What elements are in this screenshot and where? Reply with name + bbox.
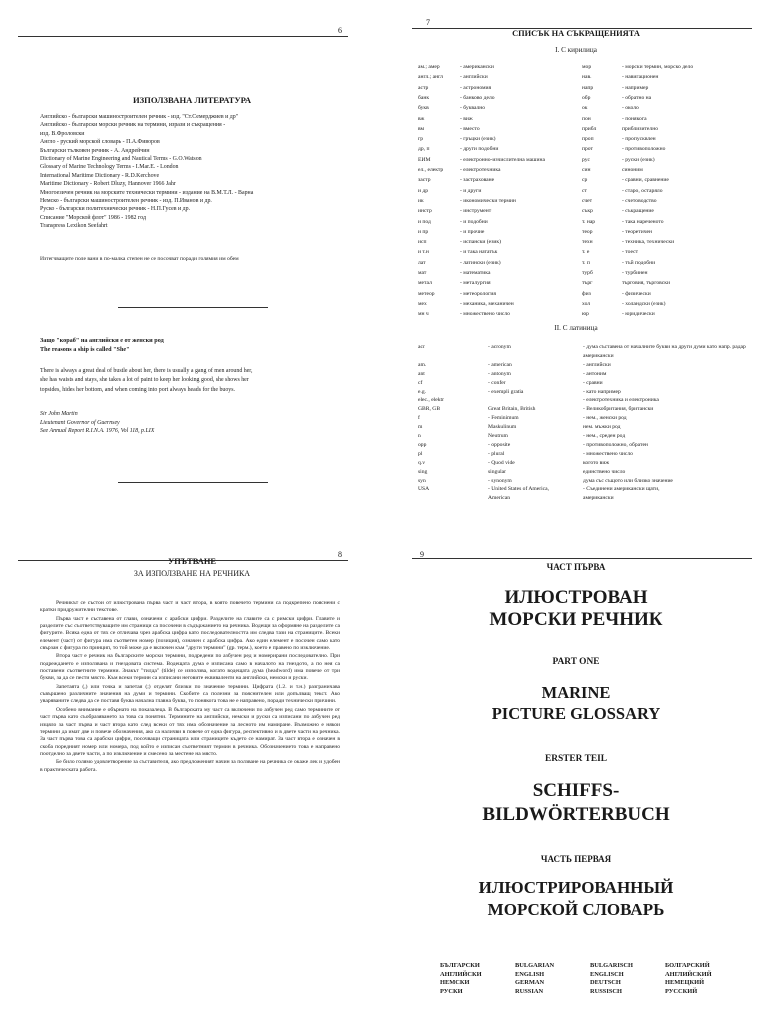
abbr-source: - opposite xyxy=(488,441,511,448)
part-label-bg: ЧАСТ ПЪРВА xyxy=(546,562,606,572)
page-title: ИЗПОЛЗВАНА ЛИТЕРАТУРА xyxy=(132,95,252,105)
language-name: НЕМЕЦКИЙ xyxy=(665,979,705,987)
abbr-term: счет xyxy=(582,197,593,204)
abbr-meaning: - дума съставена от началните букви на други думи като напр. радар xyxy=(583,344,746,350)
abbr-term: GBR, GB xyxy=(418,406,441,413)
abbr-meaning: - физически xyxy=(622,290,651,297)
abbr-row xyxy=(582,126,658,133)
abbr-source: - Quod vide xyxy=(488,459,515,466)
abbr-term: др, п xyxy=(418,146,430,153)
abbr-meaning: - руски (език) xyxy=(622,156,655,163)
abbr-row xyxy=(418,229,484,236)
abbr-meaning: единствено число xyxy=(583,468,626,475)
abbr-meaning: - морски термин, морско дело xyxy=(622,64,694,70)
abbr-meaning: когото виж xyxy=(583,459,610,466)
abbr-meaning: - застраховане xyxy=(460,177,495,184)
reference-item: Английско - български морски речник на термини, изрази и съкращения - xyxy=(40,122,226,129)
abbr-meaning: - счетоводство xyxy=(622,197,657,204)
abbr-row xyxy=(582,291,651,298)
abbr-term: прот xyxy=(582,146,593,153)
abbr-source: singular xyxy=(488,468,507,475)
page-subtitle: ЗА ИЗПОЛЗВАНЕ НА РЕЧНИКА xyxy=(133,569,251,578)
abbr-meaning: - антоним xyxy=(583,370,607,377)
signature-line: Sir John Martin xyxy=(40,411,78,417)
abbr-meaning: - старо, остаряло xyxy=(622,187,663,194)
abbr-meaning: - съкращение xyxy=(622,208,654,215)
reference-item: Списание "Морской флот" 1986 - 1982 год xyxy=(40,214,146,221)
language-column xyxy=(665,962,712,996)
abbr-term: прибл xyxy=(582,125,597,132)
abbr-meaning: - латински (език) xyxy=(460,259,501,266)
abbr-meaning: - Съединени американски щати, xyxy=(583,486,660,493)
reference-item: Български тълковен речник - А. Андрейчин xyxy=(40,147,150,154)
page-number: 8 xyxy=(338,550,342,559)
abbr-row xyxy=(418,380,758,387)
language-name: RUSSISCH xyxy=(590,987,622,995)
reference-item: Многоезичен речник на морските технически термини - издание на В.М.Т.Л. - Варна xyxy=(40,189,254,196)
abbr-term: ик xyxy=(418,197,424,204)
abbr-row xyxy=(418,198,516,205)
language-name: РУСКИ xyxy=(440,987,463,995)
abbr-term: elec., elektr xyxy=(418,397,444,404)
abbr-row xyxy=(582,229,652,236)
abbr-meaning: - електротехника и електроника xyxy=(583,397,659,404)
quote-line: topsides, hides her bottom, and when coming into port always heads for the buoys. xyxy=(40,386,236,393)
language-column xyxy=(440,962,482,996)
abbr-meaning: - холандски (език) xyxy=(622,300,666,307)
abbr-row xyxy=(582,239,674,246)
reference-item: Англо - руский морской словарь - П.А.Фиворов xyxy=(40,139,160,146)
abbr-term: метал xyxy=(418,280,432,287)
reference-item: International Maritime Dictionary - R.D.Kerchove xyxy=(40,172,160,179)
abbr-meaning: - теоретичен xyxy=(622,228,652,235)
abbr-row xyxy=(418,188,481,195)
abbr-term: m xyxy=(418,424,423,431)
abbr-term: т. е xyxy=(582,249,590,256)
abbr-row xyxy=(582,260,655,267)
abbr-row xyxy=(582,208,654,215)
abbr-term: физ xyxy=(582,290,591,297)
abbr-row xyxy=(582,64,693,71)
abbr-term: съкр xyxy=(582,208,593,215)
abbr-meaning: - например xyxy=(622,84,649,91)
reference-item: Dictionary of Marine Engineering and Nautical Terms - G.O.Watson xyxy=(40,156,202,162)
abbr-source: - synonym xyxy=(488,477,512,484)
language-name: РУССКИЙ xyxy=(665,987,698,995)
abbr-source: - american xyxy=(488,361,512,368)
abbr-source: American xyxy=(488,495,511,502)
abbr-meaning: - като например xyxy=(583,388,621,395)
abbr-row xyxy=(418,146,498,153)
abbr-row xyxy=(418,208,491,215)
abbr-row xyxy=(418,219,488,226)
abbr-row xyxy=(582,116,647,123)
paragraph: Запетаята (,) или точка и запетая (;) отделят близки по значение термини. Цифрата (1.2. и т.н.) разграничава съвършено различните значения на думи и термини. Скобите са полезни за пояснителен или допълващ текст. Ако уваряваните следва да се поставя буква начална главна буква, то понякога това не е направено, поради технически причини. xyxy=(40,683,340,705)
page-number: 6 xyxy=(338,26,342,35)
abbr-row xyxy=(418,136,496,143)
abbr-row xyxy=(418,157,545,164)
abbr-term: e.g. xyxy=(418,388,427,395)
abbr-row xyxy=(418,397,758,404)
abbr-term: нав. xyxy=(582,74,592,81)
part-label-de: ERSTER TEIL xyxy=(544,754,608,764)
abbr-meaning: - и така нататък xyxy=(460,249,498,256)
page-6 xyxy=(0,0,384,512)
paragraph: Бе било голямо удовлетворение за съставителя, ако предложеният начин за ползване на речника се окаже лек и удобен в практическата работа. xyxy=(40,759,340,773)
abbr-row xyxy=(418,424,758,431)
abbr-row xyxy=(418,389,758,396)
abbr-term: метеор xyxy=(418,290,435,297)
page-9 xyxy=(384,512,768,1024)
abbr-meaning: нем. мъжки род xyxy=(583,424,621,431)
abbr-term: ср xyxy=(582,177,588,184)
abbr-source: - plural xyxy=(488,450,505,457)
abbr-meaning: - сравни xyxy=(583,379,603,386)
signature-line: Lieutenant Governor of Guernsey xyxy=(40,419,120,426)
abbr-row xyxy=(418,486,758,493)
language-column xyxy=(515,962,554,996)
abbr-source: Maskulinum xyxy=(488,424,517,431)
reference-item: изд. В.Фроловски xyxy=(40,130,85,137)
reference-item: Maritime Dictionary - Robert Dluzy, Hannover 1966 Jahr xyxy=(40,181,176,188)
abbr-term: USA xyxy=(418,486,430,493)
abbr-term: ст xyxy=(582,187,587,194)
abbr-row xyxy=(582,146,665,153)
abbr-term: търг xyxy=(582,280,593,287)
abbr-term: обр xyxy=(582,94,591,101)
abbr-source: Neutrum xyxy=(488,433,508,439)
abbr-meaning: - други подобни xyxy=(460,146,499,153)
abbr-row xyxy=(582,270,648,277)
abbr-row xyxy=(418,469,758,476)
abbr-row xyxy=(418,460,758,467)
abbr-term: т. нар xyxy=(582,218,596,225)
abbr-meaning: - Великобритания, британски xyxy=(583,406,654,413)
signature-line: See Annual Report R.I.N.A. 1976, Vol 118, p.LIX xyxy=(40,428,155,435)
abbr-meaning: - множествено число xyxy=(460,311,510,318)
abbr-source: - United States of America, xyxy=(488,486,550,493)
paragraph: Втора част е речник на българските морски термини, подредени по азбучен ред и номерирани последователно. При подреждането е използвана и гнездовата система. Водещата дума е изписана само в началото на гнездото, а по нея са поставени съответните термини. Знакът "тилда" (tilde) се използва, когато водещата дума (headword) има повече от три букви, за да се пести място. Към всеки термин са изписани неговите еквиваленти на английски, немски и руски. xyxy=(40,653,340,682)
divider xyxy=(118,482,268,483)
abbr-row xyxy=(418,116,473,123)
abbr-row xyxy=(582,249,638,256)
quote-line: There is always a great deal of bustle about her, there is usually a gang of men around her, xyxy=(40,368,253,374)
abbr-row xyxy=(582,301,665,308)
section-cyrillic: I. С кирилица xyxy=(555,46,597,54)
abbr-term: acr xyxy=(418,344,425,350)
abbr-meaning: - виж xyxy=(460,115,473,122)
abbr-meaning: - обратно на xyxy=(622,94,652,101)
abbr-meaning: - метеорология xyxy=(460,290,496,297)
page-number: 7 xyxy=(426,18,430,27)
abbr-meaning: - и други xyxy=(460,187,482,194)
abbr-row xyxy=(418,406,758,413)
abbr-row xyxy=(582,167,643,174)
abbr-row xyxy=(582,311,655,318)
divider xyxy=(118,307,268,308)
quote-heading-en: The reasons a ship is called "She" xyxy=(40,346,130,353)
abbr-meaning: - така нареченото xyxy=(622,218,664,225)
abbr-term: англ.; англ xyxy=(418,74,443,81)
language-name: БОЛГАРСКИЙ xyxy=(665,962,710,969)
abbr-meaning: - тъй подобни xyxy=(622,259,656,266)
language-name: DEUTSCH xyxy=(590,979,621,987)
abbr-term: opp xyxy=(418,441,427,448)
abbr-meaning: - испански (език) xyxy=(460,239,501,246)
abbr-meaning: - икономически термин xyxy=(460,197,516,204)
abbr-term: исп xyxy=(418,239,427,246)
language-name: RUSSIAN xyxy=(515,987,544,995)
quote-heading-bg: Защо "кораб" на английски е от женски род xyxy=(40,337,164,344)
abbr-source: - confer xyxy=(488,379,506,386)
reference-item: Английско - български машиностроителен речник - изд. "Ст.Семерджиев и др" xyxy=(40,114,239,120)
abbr-row xyxy=(418,95,495,102)
abbr-meaning: търговия, търговски xyxy=(622,280,670,287)
abbr-term: мор xyxy=(582,64,592,70)
reference-item: Руско - български политехнически речник - Н.П.Гусев и др. xyxy=(40,206,191,213)
abbr-meaning: - и подобни xyxy=(460,218,488,225)
abbr-term: юр xyxy=(582,311,589,318)
abbr-term: син xyxy=(582,167,591,173)
abbr-term: и др xyxy=(418,187,429,194)
abbr-row xyxy=(418,353,758,360)
page-7 xyxy=(384,0,768,512)
abbr-row xyxy=(418,249,497,256)
abbr-term: техн xyxy=(582,239,593,246)
part-label-en: PART ONE xyxy=(552,657,600,667)
abbr-term: застр xyxy=(418,177,431,184)
abbr-term: и под xyxy=(418,218,431,225)
abbr-term: напр xyxy=(582,84,594,91)
abbr-meaning: - нем., женски род xyxy=(583,415,627,422)
reference-item: Glossary of Marine Technology Terms - I.Mar.E. - London xyxy=(40,164,179,171)
abbr-row xyxy=(418,371,758,378)
abbr-row xyxy=(418,362,758,369)
abbr-meaning: - юридически xyxy=(622,311,655,318)
abbr-row xyxy=(582,157,655,164)
abbr-term: гр xyxy=(418,136,424,143)
abbr-meaning: - математика xyxy=(460,270,491,276)
abbr-row xyxy=(582,188,663,195)
quote-line: she has waists and stays, she takes a lot of paint to keep her looking good, she shows her xyxy=(40,377,249,384)
abbr-meaning: синоним xyxy=(622,167,643,173)
paragraph: Първа част е съставена от глави, означени с арабски цифри. Разделите на главите са с римски цифри. Главите и разделите със съответствуващите им страници са посочени в съдържанието на речника. Водещи за оформяне на разделите са фигурите. Всяка една от тях се отличава чрез арабска цифра като последователността им следва тази на страниците. Всеки елемент (част) от фигура има съответен номер (позиция), означен с арабска цифра. Ако един елемент е посочен само като свързан с фигура по принцип, то той може да е включен към "други термини" (gp. терм.), което е правено по изключение. xyxy=(40,615,340,652)
abbr-row xyxy=(418,478,758,485)
abbr-source: - antonym xyxy=(488,370,511,377)
page-title: УПЪТВАНЕ xyxy=(168,557,216,566)
abbr-term: ок xyxy=(582,105,588,112)
abbr-meaning: - английски xyxy=(460,74,488,81)
abbr-term: астр xyxy=(418,84,429,91)
abbr-row xyxy=(418,311,510,318)
page-title: СПИСЪК НА СЪКРАЩЕНИЯТА xyxy=(512,29,640,38)
abbr-meaning: - гръцки (език) xyxy=(460,136,496,143)
abbr-term: вж xyxy=(418,115,425,122)
reference-item: Немско - български машиностроителен речник - изд. П.Иванов и др. xyxy=(40,198,212,204)
abbr-term: турб xyxy=(582,270,593,276)
language-name: BULGARISCH xyxy=(590,962,633,969)
abbr-term: инстр xyxy=(418,208,432,215)
abbr-term: sing xyxy=(418,468,428,475)
abbr-meaning: дума със същото или близко значение xyxy=(583,477,673,484)
header-rule xyxy=(412,558,752,559)
abbr-term: q.v xyxy=(418,459,425,466)
abbr-meaning: - американски xyxy=(460,64,494,70)
abbr-meaning: - електротехника xyxy=(460,167,501,173)
abbr-row xyxy=(418,433,758,440)
abbr-row xyxy=(582,74,658,81)
abbr-meaning: - турбинен xyxy=(622,270,648,276)
abbr-row xyxy=(418,260,501,267)
abbr-row xyxy=(418,280,491,287)
title-de-2: BILDWÖRTERBUCH xyxy=(482,804,670,825)
paragraph: Речникът се състои от илюстрована първа част и част втора, в която повечето термини са подкрепено пояснени с кратки придружителни текстове. xyxy=(40,600,340,614)
abbr-meaning: - сравни, сравнение xyxy=(622,177,669,184)
abbr-term: am. xyxy=(418,361,427,368)
abbr-meaning: - и прочие xyxy=(460,228,485,235)
abbr-row xyxy=(418,126,480,133)
language-name: АНГЛИЙСКИ xyxy=(440,970,482,978)
abbr-row xyxy=(418,415,758,422)
abbr-term: и т.н xyxy=(418,249,429,256)
abbr-row xyxy=(418,85,491,92)
abbr-term: мн ч xyxy=(418,311,429,318)
abbr-term: n xyxy=(418,433,421,439)
abbr-source: - acronym xyxy=(488,344,511,350)
title-en-2: PICTURE GLOSSARY xyxy=(491,704,661,723)
abbr-source: Great Britain, British xyxy=(488,406,536,413)
header-rule xyxy=(18,36,348,37)
abbr-row xyxy=(418,344,758,351)
abbr-meaning: приблизително xyxy=(622,125,658,132)
abbr-meaning: - английски xyxy=(583,361,611,368)
abbr-meaning: - множествено число xyxy=(583,450,633,457)
language-name: ENGLISH xyxy=(515,970,545,978)
abbr-term: мех xyxy=(418,300,427,307)
paragraph: Особено внимание е обърнато на показалеца. В българската му част са включени по азбучен ред само термините от част първа като съобразяването за това са понятни. Термините на английски, немски и руски са изписани по азбучен ред изцяло за част първа и част втора като след всеки от тях има обозначение за лесното им намиране. Възможно е някои термини да имат две и повече обозначения, ако са наличви в повече от една фигура, респективно и в двете части на речника. За част първа това са арабски цифри, посочващи страницата или страниците където се намират. За част втора е означен в скоба поредният номер или номера, под който е изписан съответният термин в речника. Обозначението това е направено поотделно за двете части, а по изключение и смесено за местене на място. xyxy=(40,706,340,757)
instructions-body xyxy=(40,600,340,775)
abbr-meaning: - пропусквлен xyxy=(622,136,656,143)
abbr-term: pl xyxy=(418,450,423,457)
abbr-meaning: - механика, механичен xyxy=(460,300,514,307)
abbr-meaning: - противоположно, обратен xyxy=(583,441,648,448)
note: Изтегчващите поле вани в по-малка степен не се посочват поради голямия им обем xyxy=(40,256,239,262)
abbr-meaning: - инструмент xyxy=(460,208,492,215)
title-en-1: MARINE xyxy=(541,683,611,702)
abbr-meaning: - металургия xyxy=(460,280,491,287)
abbr-meaning: - нем., среден род xyxy=(583,433,626,439)
abbr-row xyxy=(418,177,494,184)
abbr-source: - exempli gratia xyxy=(488,388,524,395)
abbr-meaning: - електронно-изчислителна машина xyxy=(460,156,545,163)
abbr-term: лат xyxy=(418,259,426,266)
abbr-source: - Feminimum xyxy=(488,415,519,422)
language-column xyxy=(590,962,633,996)
title-ru-1: ИЛЮСТРИРОВАННЫЙ xyxy=(478,878,674,897)
page-number: 9 xyxy=(420,550,424,559)
abbr-row xyxy=(582,198,657,205)
abbr-term: букв xyxy=(418,105,429,112)
abbr-meaning: - около xyxy=(622,105,639,112)
abbr-term: рус xyxy=(582,156,591,163)
abbr-meaning: - навигационен xyxy=(622,74,659,81)
abbr-term: ам.; амер xyxy=(418,64,440,70)
abbr-term: вм xyxy=(418,125,425,132)
abbr-meaning: - вместо xyxy=(460,125,480,132)
abbr-row xyxy=(418,442,758,449)
abbr-row xyxy=(418,495,758,502)
abbr-term: ел., електр xyxy=(418,167,444,173)
abbr-row xyxy=(582,85,648,92)
language-name: GERMAN xyxy=(515,979,545,987)
abbr-term: f xyxy=(418,415,420,422)
abbr-meaning: - противоположно xyxy=(622,146,666,153)
abbr-term: мат xyxy=(418,270,427,276)
abbr-row xyxy=(582,95,651,102)
language-name: АНГЛИЙСКИЙ xyxy=(665,970,712,978)
abbr-term: банк xyxy=(418,94,430,101)
abbr-row xyxy=(418,291,496,298)
abbr-term: ЕИМ xyxy=(418,156,431,163)
title-bg-2: МОРСКИ РЕЧНИК xyxy=(489,609,663,630)
section-latin: II. С латиница xyxy=(554,324,598,332)
abbr-meaning: - буквално xyxy=(460,105,486,112)
abbr-term: пон xyxy=(582,115,591,122)
reference-item: Transpress Lexikon Seefahrt xyxy=(40,223,108,230)
title-bg-1: ИЛЮСТРОВАН xyxy=(504,587,648,608)
title-de-1: SCHIFFS- xyxy=(532,780,620,801)
abbr-meaning: американски xyxy=(583,495,614,502)
abbr-term: и пр xyxy=(418,228,429,235)
part-label-ru: ЧАСТЬ ПЕРВАЯ xyxy=(540,854,612,864)
language-name: ENGLISCH xyxy=(590,970,624,978)
abbr-term: syn xyxy=(418,477,426,484)
abbr-row xyxy=(582,177,669,184)
abbr-row xyxy=(582,105,639,112)
abbr-meaning: - техника, технически xyxy=(622,239,675,246)
abbr-row xyxy=(418,105,485,112)
abbr-meaning: американски xyxy=(583,352,614,359)
abbr-term: т. п xyxy=(582,259,590,266)
abbr-term: хол xyxy=(582,300,591,307)
abbr-row xyxy=(418,301,514,308)
abbr-row xyxy=(418,167,500,174)
abbr-term: проп xyxy=(582,136,594,143)
abbr-row xyxy=(418,270,490,277)
abbr-meaning: - тоест xyxy=(622,249,639,256)
abbr-row xyxy=(582,219,664,226)
page-8 xyxy=(0,512,384,1024)
abbr-row xyxy=(418,64,494,71)
abbr-row xyxy=(418,239,501,246)
abbr-row xyxy=(582,136,656,143)
abbr-row xyxy=(418,451,758,458)
title-ru-2: МОРСКОЙ СЛОВАРЬ xyxy=(487,900,665,919)
abbr-meaning: - астрономия xyxy=(460,84,492,91)
abbr-term: ant xyxy=(418,370,425,377)
abbr-meaning: - понякога xyxy=(622,115,647,122)
abbr-term: cf xyxy=(418,379,423,386)
language-name: БЪЛГАРСКИ xyxy=(440,962,480,969)
language-name: НЕМСКИ xyxy=(440,979,470,987)
abbr-meaning: - банково дело xyxy=(460,94,495,101)
abbr-term: теор xyxy=(582,228,593,235)
abbr-row xyxy=(418,74,488,81)
language-name: BULGARIAN xyxy=(515,962,555,969)
abbr-row xyxy=(582,280,670,287)
